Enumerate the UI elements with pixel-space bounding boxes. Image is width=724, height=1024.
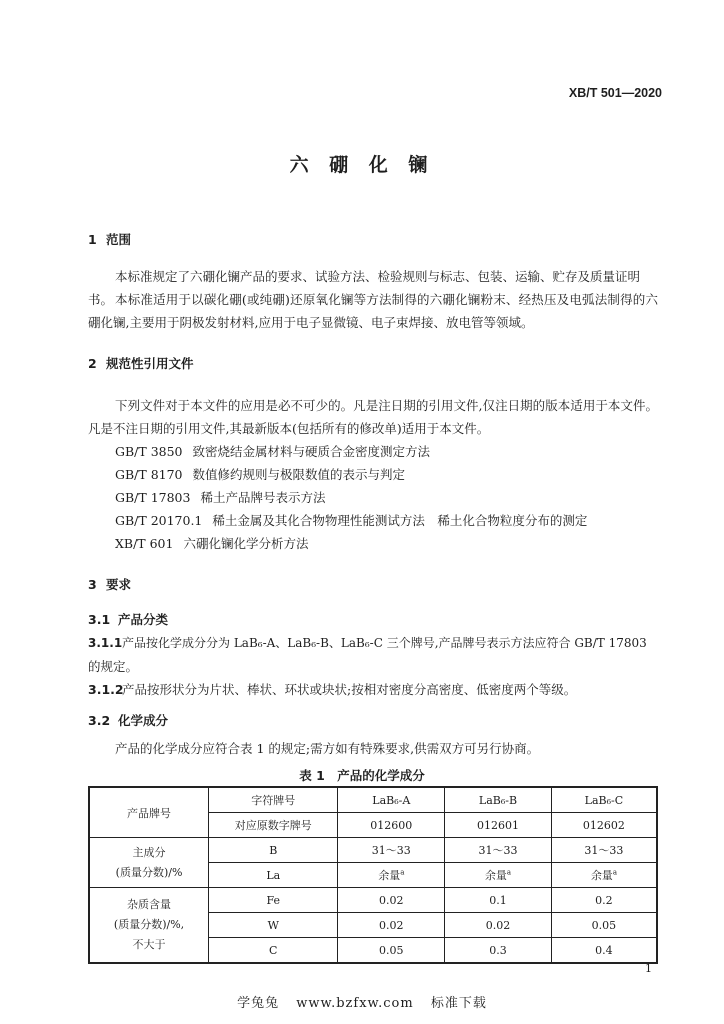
table-title: 表 1 产品的化学成分 [299,768,425,783]
section-number: 3 [88,577,97,592]
section-number: 1 [88,232,97,247]
value-cell: 31～33 [445,838,552,863]
chemical-composition-table [88,786,658,964]
main-component-unit: (质量分数)/% [115,865,183,879]
element-label-cell: La [209,863,338,888]
element-label-cell: C [209,938,338,964]
reference-title: 稀土产品牌号表示方法 [200,490,326,505]
impurity-limit: 不大于 [132,938,166,951]
element-label-cell: Fe [209,888,338,913]
reference-title: 稀土金属及其化合物物理性能测试方法 稀土化合物粒度分布的测定 [212,513,588,528]
footer-watermark [0,992,724,1011]
main-component-header-cell [89,838,209,888]
footnote-mark: a [400,868,405,877]
scope-paragraph-2-line-2: 硼化镧,主要用于阴极发射材料,应用于电子显微镜、电子束焊接、放电管等领域。 [88,315,534,330]
brand-cell: LaB₆-A [338,787,445,813]
reference-title: 六硼化镧化学分析方法 [183,536,309,551]
num-brand-label-cell: 对应原数字牌号 [209,813,338,838]
clause-number: 3.1.1 [88,636,123,650]
value-cell [445,863,552,888]
value-cell: 0.05 [551,913,657,938]
clause-number: 3.1.2 [88,682,124,697]
value-cell: 0.02 [338,913,445,938]
char-brand-label-cell: 字符牌号 [209,787,338,813]
balance-value: 余量 [484,869,507,882]
subsection-3-1-heading [88,610,168,628]
section-title: 要求 [106,577,132,592]
table-row [89,888,657,913]
reference-item [115,486,325,509]
table-row [89,787,657,813]
value-cell: 31～33 [551,838,657,863]
value-cell: 31～33 [338,838,445,863]
num-brand-cell: 012602 [551,813,657,838]
refs-intro-line-1: 下列文件对于本文件的应用是必不可少的。凡是注日期的引用文件,仅注日期的版本适用于本文件。 [115,398,658,413]
value-cell: 0.05 [338,938,445,964]
reference-item [115,509,587,532]
impurity-unit: (质量分数)/%, [113,918,185,931]
standard-code: XB/T 501—2020 [568,86,662,100]
page-number: 1 [645,962,652,975]
document-title: 六 硼 化 镧 [289,154,435,176]
num-brand-cell: 012600 [338,813,445,838]
footnote-mark: a [506,868,512,877]
footer-site-name: 学兔兔 [237,996,280,1011]
reference-code: XB/T 601 [115,536,174,551]
clause-text: 产品按化学成分分为 LaB₆-A、LaB₆-B、LaB₆-C 三个牌号,产品牌号表示方法应符合 GB/T 17803 [122,636,647,650]
value-cell: 0.3 [445,938,552,964]
value-cell: 0.4 [551,938,657,964]
reference-code: GB/T 3850 [115,444,183,459]
brand-cell: LaB₆-B [445,787,552,813]
value-cell: 0.2 [551,888,657,913]
subsection-title: 产品分类 [118,612,169,627]
reference-item [115,440,430,463]
subsection-number: 3.1 [88,612,111,627]
value-cell: 0.1 [445,888,552,913]
num-brand-cell: 012601 [445,813,552,838]
reference-code: GB/T 8170 [115,467,183,482]
brand-cell: LaB₆-C [551,787,657,813]
value-cell [551,863,657,888]
footnote-mark: a [612,868,617,877]
section-number: 2 [88,356,97,371]
reference-item [115,463,405,486]
reference-code: GB/T 17803 [115,490,191,505]
value-cell: 0.02 [338,888,445,913]
reference-title: 致密烧结金属材料与硬质合金密度测定方法 [192,444,431,459]
subsection-3-2-heading [88,711,168,729]
refs-intro-line-2: 凡是不注日期的引用文件,其最新版本(包括所有的修改单)适用于本文件。 [88,421,490,436]
brand-header-cell: 产品牌号 [89,787,209,838]
footer-tag: 标准下载 [430,996,487,1011]
balance-value: 余量 [590,869,613,882]
reference-item [115,532,308,555]
table-row [89,838,657,863]
section-title: 范围 [106,232,132,247]
scope-paragraph-1: 本标准规定了六硼化镧产品的要求、试验方法、检验规则与标志、包装、运输、贮存及质量证明书。 [88,269,641,307]
clause-3-1-1-line-1 [88,632,658,655]
element-label-cell: B [209,838,338,863]
balance-value: 余量 [378,869,401,882]
scope-paragraph-2-line-1: 本标准适用于以碳化硼(或纯硼)还原氧化镧等方法制得的六硼化镧粉末、经热压及电弧法制得的六 [115,292,658,307]
reference-code: GB/T 20170.1 [115,513,203,528]
section-1-heading [88,230,131,248]
value-cell: 0.02 [445,913,552,938]
clause-text: 产品按形状分为片状、棒状、环状或块状;按相对密度分高密度、低密度两个等级。 [122,682,577,697]
impurity-header-cell [89,888,209,964]
reference-title: 数值修约规则与极限数值的表示与判定 [192,467,406,482]
section-2-heading [88,354,194,372]
element-label-cell: W [209,913,338,938]
footer-url[interactable]: www.bzfxw.com [296,996,414,1011]
main-component-label: 主成分 [132,845,166,859]
subsection-number: 3.2 [88,713,111,728]
subsection-title: 化学成分 [118,713,169,728]
section-3-heading [88,575,131,593]
impurity-label: 杂质含量 [127,898,172,911]
clause-3-1-2 [88,678,658,701]
clause-3-1-1-line-2: 的规定。 [88,659,139,674]
value-cell [338,863,445,888]
section-title: 规范性引用文件 [106,356,194,371]
chemical-composition-paragraph: 产品的化学成分应符合表 1 的规定;需方如有特殊要求,供需双方可另行协商。 [115,741,540,756]
